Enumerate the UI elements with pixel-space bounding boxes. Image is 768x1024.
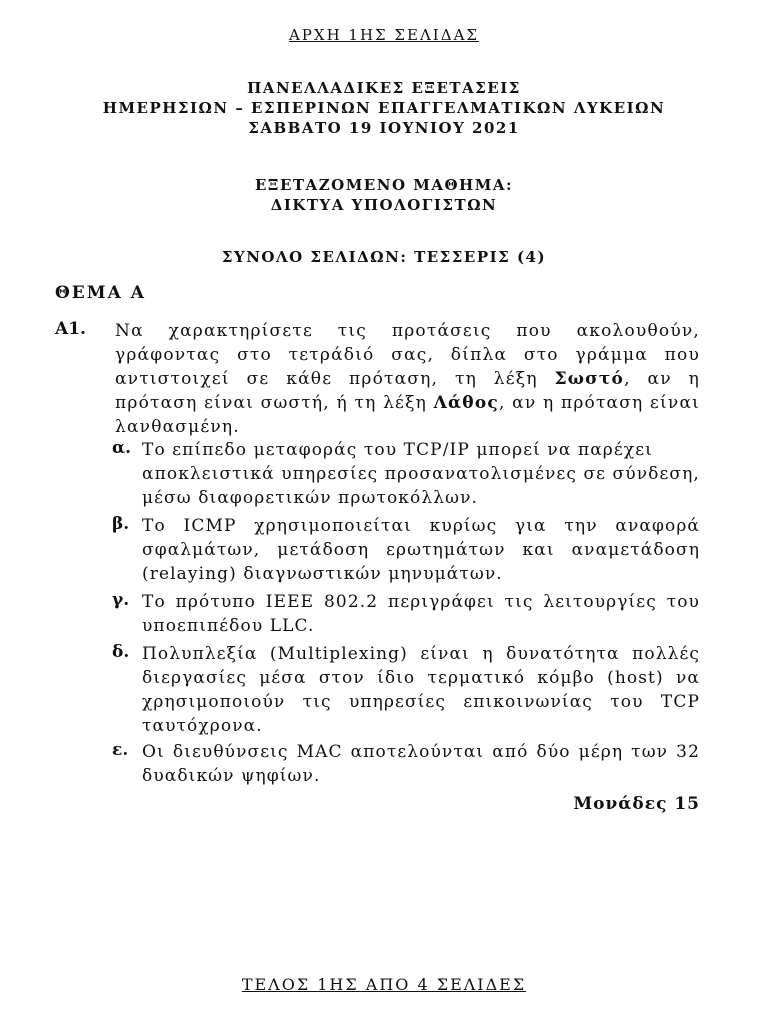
subject-name: ΔΙΚΤΥΑ ΥΠΟΛΟΓΙΣΤΩΝ [270, 196, 498, 214]
total-pages: ΣΥΝΟΛΟ ΣΕΛΙΔΩΝ: ΤΕΣΣΕΡΙΣ (4) [221, 248, 547, 266]
page-start-header: ΑΡΧΗ 1ΗΣ ΣΕΛΙΔΑΣ [288, 26, 480, 44]
page-end-footer: ΤΕΛΟΣ 1ΗΣ ΑΠΟ 4 ΣΕΛΙΔΕΣ [241, 975, 527, 994]
item-text-b: Το ICMP χρησιμοποιείται κυρίως για την αναφορά σφαλμάτων, μετάδοση ερωτημάτων και αναμετάδοση (relaying) διαγνωστικών μηνυμάτων. [142, 516, 700, 584]
theme-heading: ΘΕΜΑ Α [55, 283, 146, 303]
correct-word: Σωστό [554, 369, 625, 389]
question-text-part1: Να χαρακτηρίσετε τις προτάσεις που ακολουθούν, γράφοντας στο τετράδιό σας, δίπλα στο γράμμα που αντιστοιχεί σε κάθε πρόταση, τη λέξη [115, 321, 700, 389]
item-label-e: ε. [112, 740, 129, 760]
item-label-a: α. [112, 438, 132, 458]
subject-label: ΕΞΕΤΑΖΟΜΕΝΟ ΜΑΘΗΜΑ: [254, 176, 514, 194]
points-value: Μονάδες 15 [573, 794, 700, 814]
exam-title [0, 78, 768, 138]
exam-subject [0, 175, 768, 215]
item-label-d: δ. [112, 642, 130, 662]
item-text-d: Πολυπλεξία (Multiplexing) είναι η δυνατότητα πολλές διεργασίες μέσα στον ίδιο τερματικό κόμβο (host) να χρησιμοποιούν τις υπηρεσίες επικοινωνίας του TCP ταυτόχρονα. [142, 644, 700, 736]
exam-title-line2: ΗΜΕΡΗΣΙΩΝ – ΕΣΠΕΡΙΝΩΝ ΕΠΑΓΓΕΛΜΑΤΙΚΩΝ ΛΥΚΕΙΩΝ [102, 99, 666, 117]
wrong-word: Λάθος [433, 393, 499, 413]
exam-title-line1: ΠΑΝΕΛΛΑΔΙΚΕΣ ΕΞΕΤΑΣΕΙΣ [247, 79, 521, 97]
question-instructions [115, 319, 700, 439]
item-label-c: γ. [112, 590, 130, 610]
item-label-b: β. [112, 514, 130, 534]
question-label: Α1. [55, 319, 86, 339]
exam-date: ΣΑΒΒΑΤΟ 19 ΙΟΥΝΙΟΥ 2021 [248, 119, 520, 137]
item-text-a: Το επίπεδο μεταφοράς του TCP/IP μπορεί να παρέχει αποκλειστικά υπηρεσίες προσανατολισμένες σε σύνδεση, μέσω διαφορετικών πρωτοκόλλων. [142, 440, 700, 508]
question-text-part2: , αν η πρόταση είναι σωστή, ή τη λέξη [115, 369, 700, 413]
item-text-e: Οι διευθύνσεις MAC αποτελούνται από δύο μέρη των 32 δυαδικών ψηφίων. [142, 742, 700, 786]
item-text-c: Το πρότυπο IEEE 802.2 περιγράφει τις λειτουργίες του υποεπιπέδου LLC. [142, 592, 700, 636]
question-text-part3: , αν η πρόταση είναι λανθασμένη. [115, 393, 700, 437]
